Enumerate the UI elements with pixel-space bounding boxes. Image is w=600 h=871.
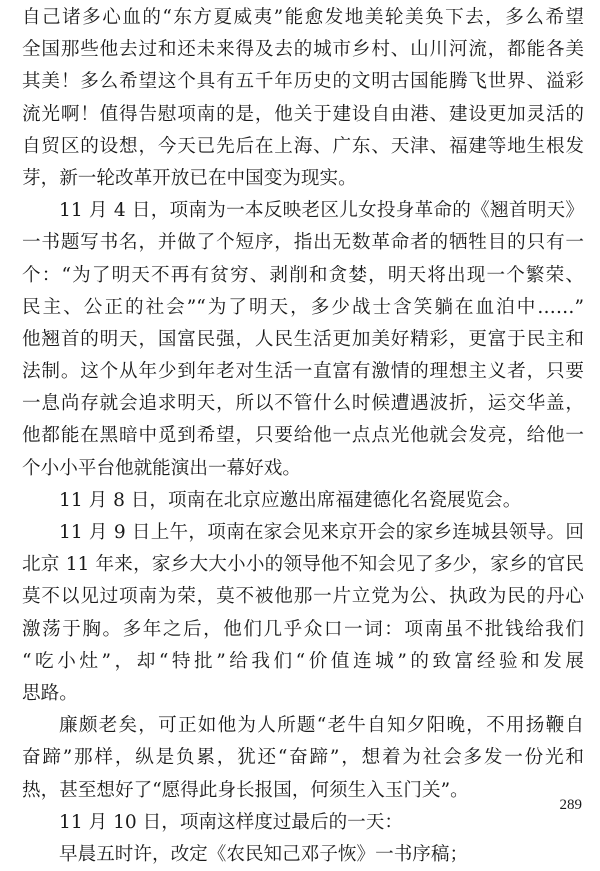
text-line: 自贸区的设想，今天已先后在上海、广东、天津、福建等地生根发 bbox=[22, 135, 584, 157]
text-line: 他翘首的明天，国富民强，人民生活更加美好精彩，更富于民主和 bbox=[22, 328, 584, 350]
text-line: 其美！多么希望这个具有五千年历史的文明古国能腾飞世界、溢彩 bbox=[22, 71, 584, 93]
text-line: 民主、公正的社会”“为了明天，多少战士含笑躺在血泊中……” bbox=[22, 296, 584, 318]
text-line: 个：“为了明天不再有贫穷、剥削和贪婪，明天将出现一个繁荣、 bbox=[22, 264, 584, 286]
text-line: 11 月 10 日，项南这样度过最后的一天： bbox=[59, 811, 403, 833]
text-line: 法制。这个从年少到年老对生活一直富有激情的理想主义者，只要 bbox=[22, 361, 584, 383]
text-line: 11 月 8 日，项南在北京应邀出席福建德化名瓷展览会。 bbox=[59, 489, 522, 511]
text-line: 11 月 9 日上午，项南在家会见来京开会的家乡连城县领导。回 bbox=[59, 522, 584, 543]
text-line: 廉颇老矣，可正如他为人所题“老牛自知夕阳晚，不用扬鞭自 bbox=[59, 715, 584, 737]
page-number: 289 bbox=[559, 797, 582, 813]
text-line: 11 月 4 日，项南为一本反映老区儿女投身革命的《翘首明天》 bbox=[59, 200, 584, 222]
text-line: 一息尚存就会追求明天，所以不管什么时候遭遇波折，运交华盖， bbox=[22, 393, 584, 415]
text-line: 他都能在黑暗中觅到希望，只要给他一点点光他就会发亮，给他一 bbox=[22, 425, 584, 447]
text-line: 全国那些他去过和还未来得及去的城市乡村、山川河流，都能各美 bbox=[22, 39, 584, 61]
text-line: 一书题写书名，并做了个短序，指出无数革命者的牺牲目的只有一 bbox=[22, 232, 584, 254]
text-line: 热，甚至想好了“愿得此身长报国，何须生入玉门关”。 bbox=[22, 779, 469, 801]
text-line: 早晨五时许，改定《农民知己邓子恢》一书序稿； bbox=[59, 843, 469, 865]
text-line: 莫不以见过项南为荣，莫不被他那一片立党为公、执政为民的丹心 bbox=[22, 586, 584, 608]
text-line: 流光啊！值得告慰项南的是，他关于建设自由港、建设更加灵活的 bbox=[22, 103, 584, 125]
text-line: 北京 11 年来，家乡大大小小的领导他不知会见了多少，家乡的官民 bbox=[22, 554, 584, 576]
text-line: 奋蹄”那样，纵是负累，犹还“奋蹄”，想着为社会多发一份光和 bbox=[22, 747, 584, 769]
text-line: 激荡于胸。多年之后，他们几乎众口一词：项南虽不批钱给我们 bbox=[22, 618, 584, 640]
text-line: “吃小灶”，却“特批”给我们“价值连城”的致富经验和发展 bbox=[22, 650, 584, 672]
text-line: 芽，新一轮改革开放已在中国变为现实。 bbox=[22, 167, 357, 189]
document-page bbox=[22, 2, 584, 871]
text-line: 思路。 bbox=[22, 682, 78, 704]
text-line: 自己诸多心血的“东方夏威夷”能愈发地美轮美奂下去，多么希望 bbox=[22, 7, 584, 28]
text-line: 个小小平台他就能演出一幕好戏。 bbox=[22, 457, 301, 479]
